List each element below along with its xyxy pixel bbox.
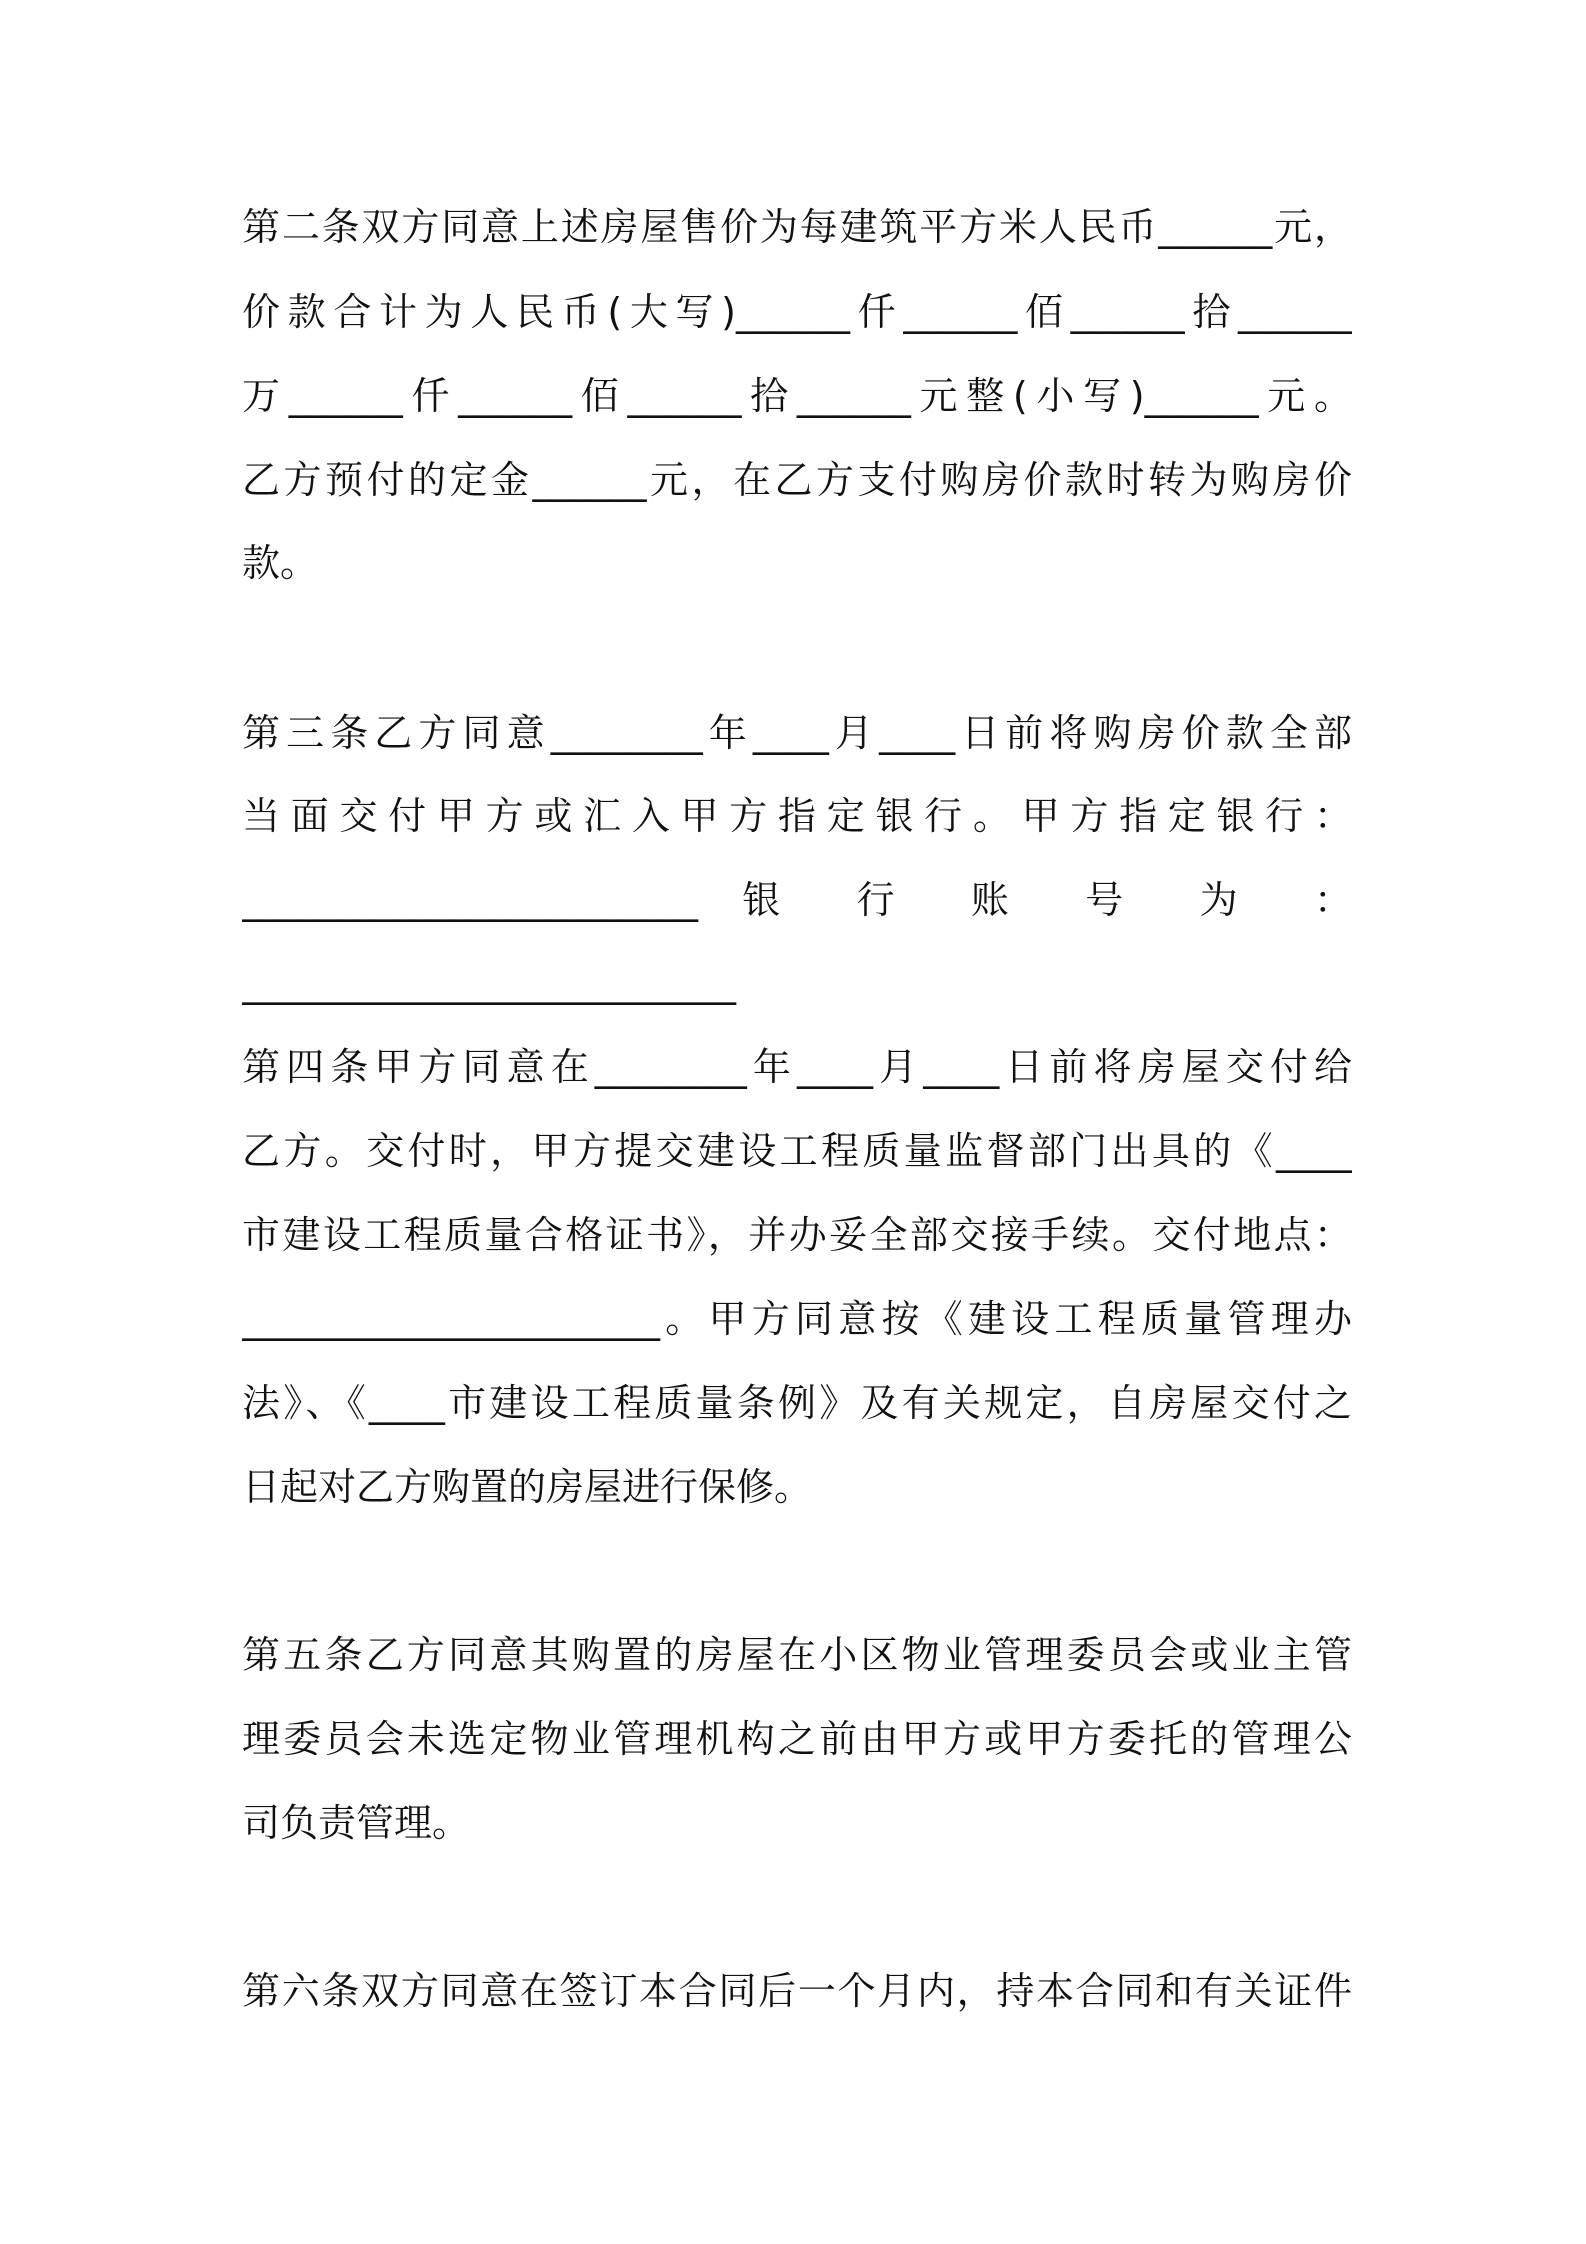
article-2-line-4: 乙方预付的定金______元，在乙方支付购房价款时转为购房价: [242, 458, 1352, 502]
article-5-line-1: 第五条乙方同意其购置的房屋在小区物业管理委员会或业主管: [242, 1633, 1352, 1677]
article-6-line-1: 第六条双方同意在签订本合同后一个月内，持本合同和有关证件: [242, 1969, 1352, 2013]
article-4-line-2: 乙方。交付时，甲方提交建设工程质量监督部门出具的《____: [242, 1129, 1352, 1173]
article-4-line-3: 市建设工程质量合格证书》，并办妥全部交接手续。交付地点：: [242, 1213, 1352, 1257]
article-5-line-3: 司负责管理。: [242, 1801, 471, 1845]
article-4-line-5: 法》、《____市建设工程质量条例》及有关规定，自房屋交付之: [242, 1381, 1352, 1425]
article-4-line-4: ______________________。甲方同意按《建设工程质量管理办: [242, 1297, 1352, 1341]
article-5-line-2: 理委员会未选定物业管理机构之前由甲方或甲方委托的管理公: [242, 1717, 1352, 1761]
article-3-line-3: ________________________ 银 行 账 号 为 ：: [242, 878, 1352, 922]
article-2-line-5: 款。: [242, 541, 319, 585]
article-2-line-1: 第二条双方同意上述房屋售价为每建筑平方米人民币______元，: [242, 205, 1352, 249]
article-2-line-3: 万______仟______佰______拾______元整(小写)______元。: [242, 374, 1352, 418]
article-3-line-2: 当面交付甲方或汇入甲方指定银行。甲方指定银行：: [242, 794, 1352, 838]
article-3-line-1: 第三条乙方同意________年____月____日前将购房价款全部: [242, 711, 1352, 755]
article-3-line-4: __________________________: [242, 961, 736, 1005]
article-2-line-2: 价款合计为人民币(大写)______仟______佰______拾______: [242, 290, 1352, 334]
article-4-line-6: 日起对乙方购置的房屋进行保修。: [242, 1465, 813, 1509]
article-4-line-1: 第四条甲方同意在________年____月____日前将房屋交付给: [242, 1045, 1352, 1089]
contract-page: [242, 0, 1352, 2244]
